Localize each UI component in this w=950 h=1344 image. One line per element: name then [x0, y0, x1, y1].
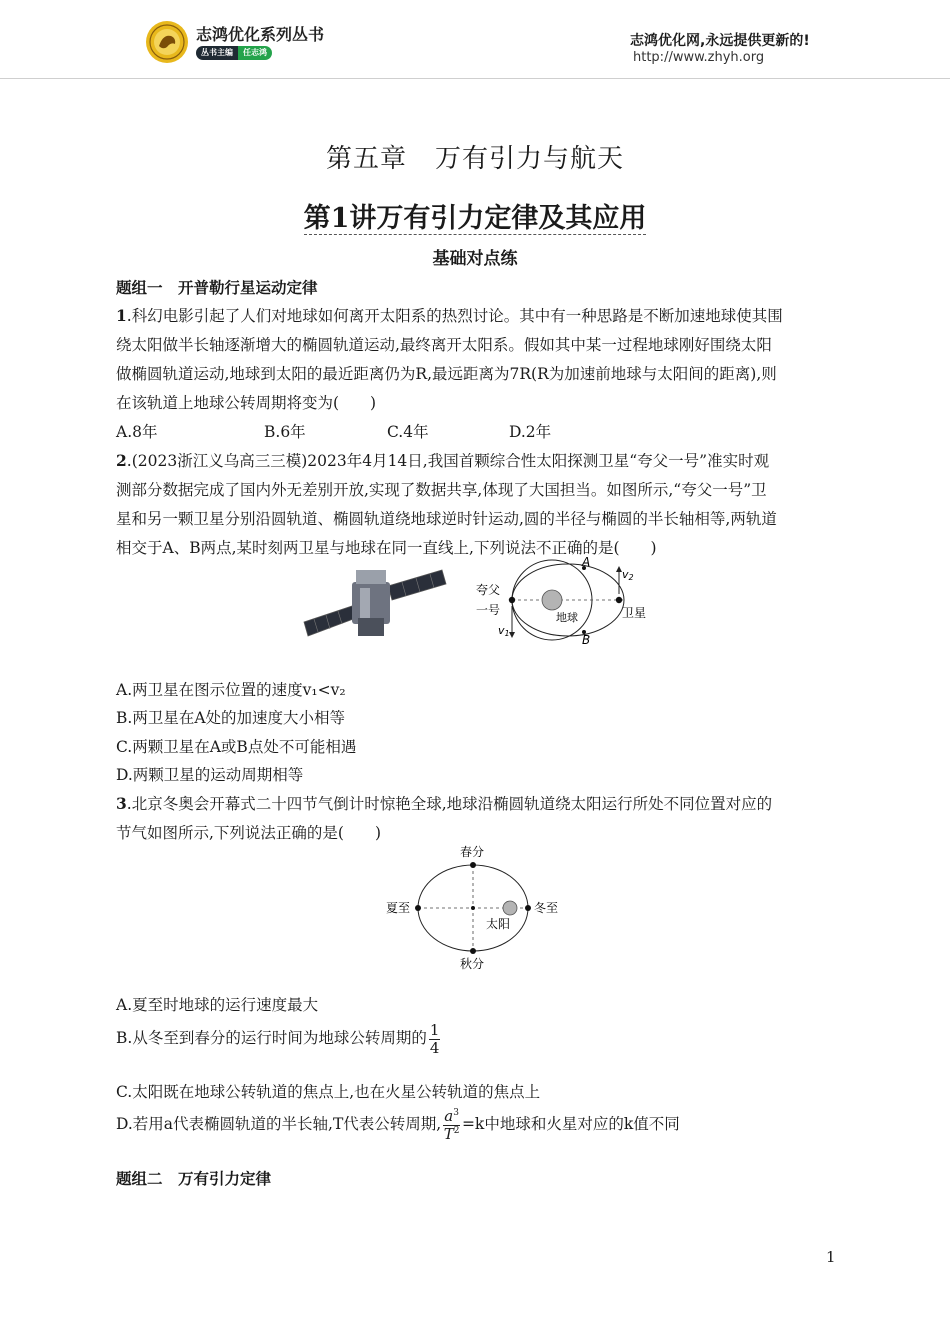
winter-solstice-dot — [525, 905, 531, 911]
autumn-equinox-dot — [470, 948, 476, 954]
fraction-one-quarter: $\frac{1}{4}$ — [429, 1021, 440, 1057]
q2-number: 2 — [116, 451, 127, 470]
satellite-image — [304, 570, 446, 636]
q3-option-c[interactable]: C.太阳既在地球公转轨道的焦点上,也在火星公转轨道的焦点上 — [116, 1083, 541, 1101]
brand-tags — [196, 46, 272, 60]
label-v2: v2 — [622, 568, 634, 582]
q2-line-2: 测部分数据完成了国内外无差别开放,实现了数据共享,体现了大国担当。如图所示,“夸父一号”卫 — [116, 481, 767, 499]
summer-solstice-dot — [415, 905, 421, 911]
q2-option-c[interactable]: C.两颗卫星在A或B点处不可能相遇 — [116, 738, 357, 756]
q2-line-1: 2.(2023浙江义乌高三三模)2023年4月14日,我国首颗综合性太阳探测卫星“夸父一号”准实时观 — [116, 451, 770, 470]
lesson-title: 第1讲万有引力定律及其应用 — [303, 203, 647, 234]
orbit-diagram — [476, 556, 646, 647]
label-point-b: B — [582, 633, 591, 647]
q2-line-3: 星和另一颗卫星分别沿圆轨道、椭圆轨道绕地球逆时针运动,圆的半径与椭圆的半长轴相等,两轨道 — [116, 510, 777, 528]
q2-line-4: 相交于A、B两点,某时刻两卫星与地球在同一直线上,下列说法不正确的是( ) — [116, 539, 657, 557]
spring-equinox-dot — [470, 862, 476, 868]
q3-number: 3 — [116, 794, 127, 813]
label-winter-solstice: 冬至 — [534, 901, 559, 915]
publisher-logo — [145, 20, 189, 64]
q3-option-d[interactable]: D.若用a代表椭圆轨道的半长轴,T代表公转周期, $\frac{a^3}{T^2}$ =k中地球和火星对应的k值不同 — [116, 1107, 680, 1143]
earth-circle — [542, 590, 562, 610]
tag-editor: 丛书主编 — [196, 46, 238, 60]
label-autumn-equinox: 秋分 — [460, 957, 485, 971]
q2-option-d[interactable]: D.两颗卫星的运动周期相等 — [116, 766, 304, 784]
fraction-a3-over-t2: $\frac{a^3}{T^2}$ — [443, 1107, 460, 1143]
label-summer-solstice: 夏至 — [386, 901, 411, 915]
q3-figure — [380, 840, 580, 976]
q1-option-a[interactable]: A.8年 — [116, 423, 158, 441]
other-satellite-dot — [616, 597, 622, 603]
q1-line-4: 在该轨道上地球公转周期将变为( ) — [116, 394, 377, 412]
label-sun: 太阳 — [486, 917, 511, 931]
q3-option-a[interactable]: A.夏至时地球的运行速度最大 — [116, 996, 319, 1014]
page-number: 1 — [826, 1248, 836, 1266]
tag-name: 任志鸿 — [238, 46, 272, 60]
group2-title: 题组二 万有引力定律 — [116, 1169, 272, 1188]
label-earth: 地球 — [556, 611, 578, 624]
label-spring-equinox: 春分 — [460, 845, 485, 859]
q1-option-c[interactable]: C.4年 — [387, 423, 429, 441]
section-title: 基础对点练 — [432, 249, 518, 269]
brand-title: 志鸿优化系列丛书 — [196, 25, 325, 44]
group1-title: 题组一 开普勒行星运动定律 — [116, 278, 318, 297]
label-satellite: 卫星 — [622, 606, 647, 620]
slogan: 志鸿优化网,永远提供更新的! — [630, 33, 810, 49]
q1-option-d[interactable]: D.2年 — [509, 423, 552, 441]
q1-line-1: 1.科幻电影引起了人们对地球如何离开太阳系的热烈讨论。其中有一种思路是不断加速地球使其围 — [116, 306, 783, 325]
q3-line-1: 3.北京冬奥会开幕式二十四节气倒计时惊艳全球,地球沿椭圆轨道绕太阳运行所处不同位置对应的 — [116, 794, 773, 813]
website-url[interactable]: http://www.zhyh.org — [633, 50, 765, 65]
q1-option-b[interactable]: B.6年 — [264, 423, 306, 441]
label-point-a: A — [582, 556, 591, 569]
chapter-number: 第五章 — [325, 144, 407, 174]
q1-number: 1 — [116, 306, 127, 325]
header-divider — [0, 78, 950, 79]
label-kuafu-2: 一号 — [476, 603, 501, 617]
q2-figure — [300, 556, 660, 652]
chapter-title — [0, 138, 950, 175]
q2-option-a[interactable]: A.两卫星在图示位置的速度v₁<v₂ — [116, 681, 346, 699]
chapter-name: 万有引力与航天 — [435, 144, 625, 174]
label-v1: v1 — [498, 624, 510, 638]
q3-line-2: 节气如图所示,下列说法正确的是( ) — [116, 824, 382, 842]
v1-arrow — [509, 632, 515, 638]
sun-circle — [503, 901, 517, 915]
q1-options — [116, 420, 816, 442]
label-kuafu-1: 夸父 — [476, 583, 501, 597]
kuafu-satellite-dot — [509, 597, 515, 603]
q3-option-b[interactable]: B.从冬至到春分的运行时间为地球公转周期的 $\frac{1}{4}$ — [116, 1021, 440, 1057]
q1-line-2: 绕太阳做半长轴逐渐增大的椭圆轨道运动,最终离开太阳系。假如其中某一过程地球刚好围绕太阳 — [116, 336, 772, 354]
q2-option-b[interactable]: B.两卫星在A处的加速度大小相等 — [116, 709, 346, 727]
q1-line-3: 做椭圆轨道运动,地球到太阳的最近距离仍为R,最远距离为7R(R为加速前地球与太阳间的距离),则 — [116, 365, 777, 383]
